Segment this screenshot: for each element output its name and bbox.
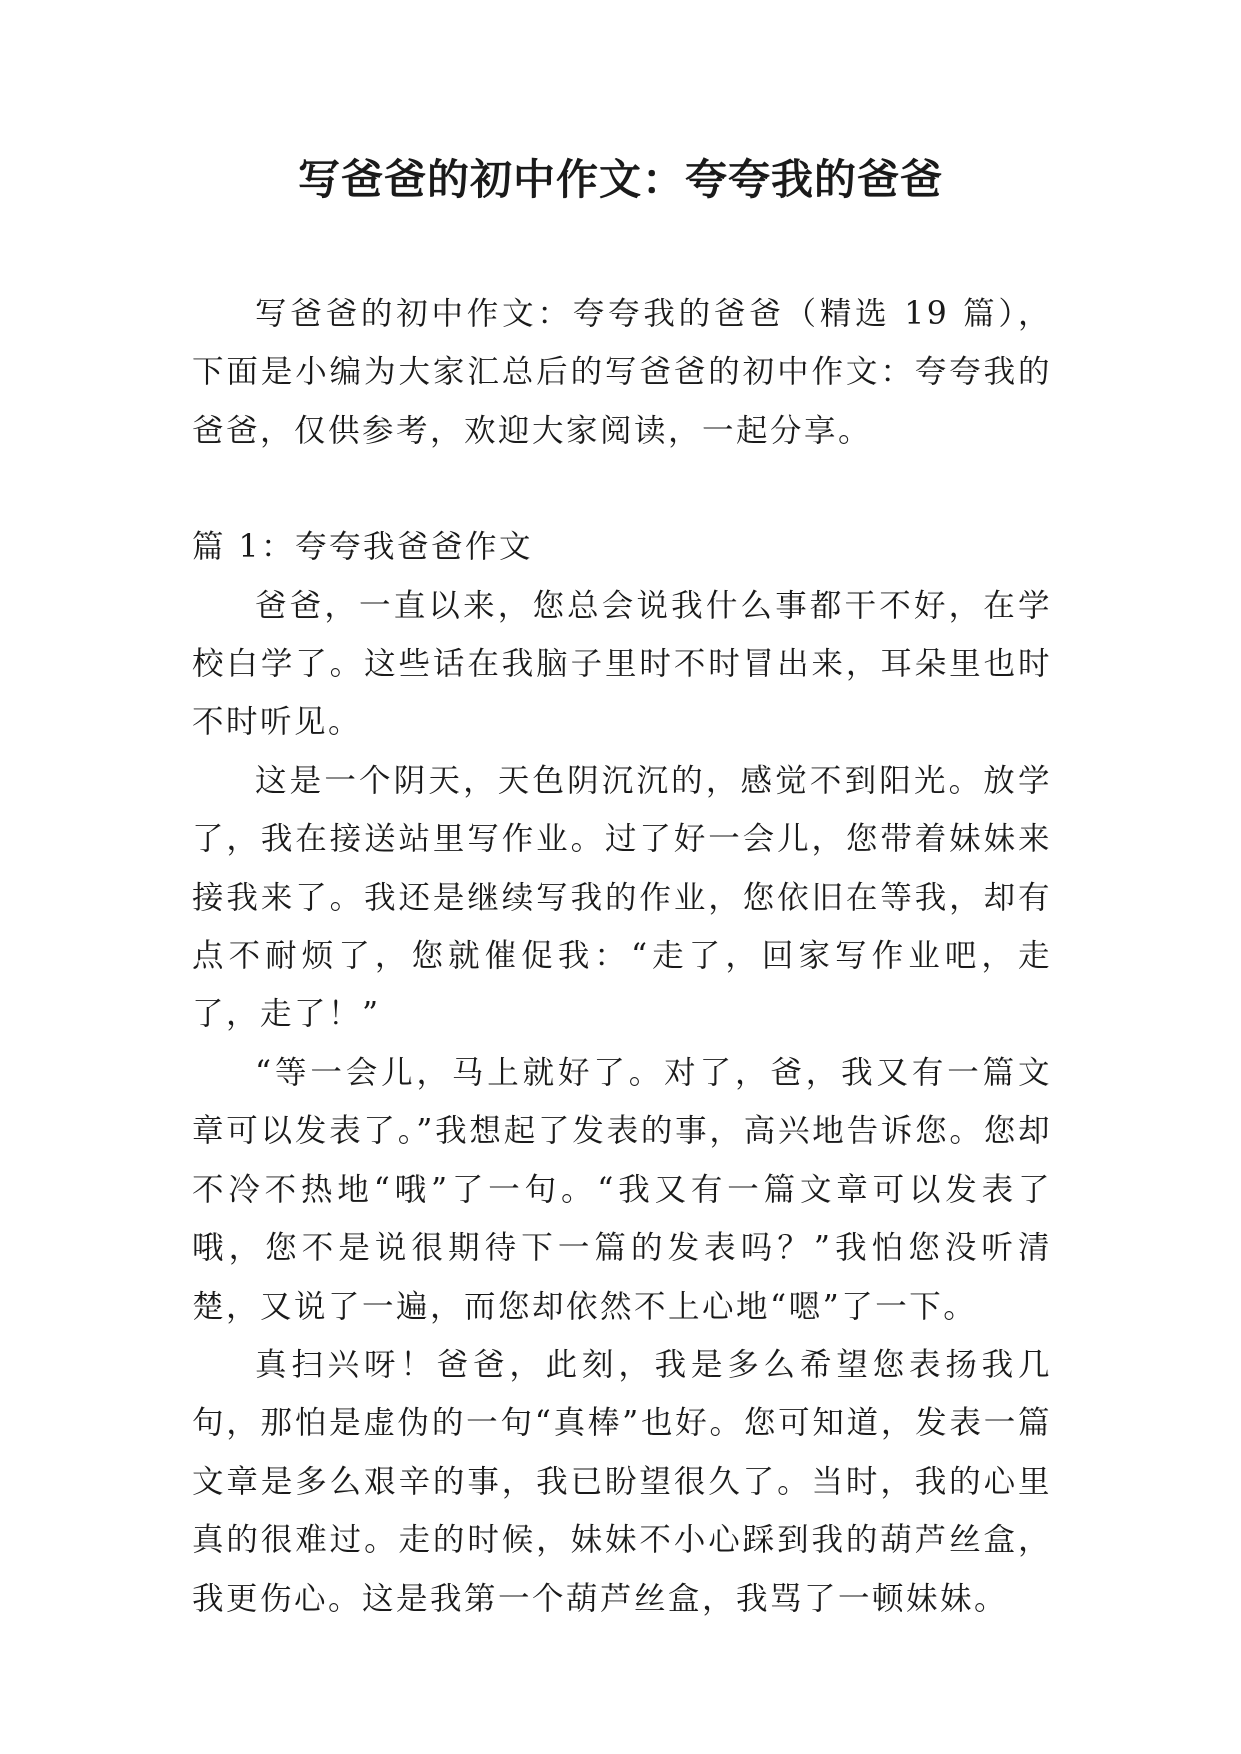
body-paragraph: 爸爸，一直以来，您总会说我什么事都干不好，在学校白学了。这些话在我脑子里时不时冒出来，耳朵里也时不时听见。 — [192, 587, 1052, 741]
intro-paragraph: 写爸爸的初中作文：夸夸我的爸爸（精选 19 篇），下面是小编为大家汇总后的写爸爸的初中作文：夸夸我的爸爸，仅供参考，欢迎大家阅读，一起分享。 — [192, 296, 1052, 449]
body-paragraph: 真扫兴呀！爸爸，此刻，我是多么希望您表扬我几句，那怕是虚伪的一句“真棒”也好。您可知道，发表一篇文章是多么艰辛的事，我已盼望很久了。当时，我的心里真的很难过。走的时候，妹妹不小心踩到我的葫芦丝盒，我更伤心。这是我第一个葫芦丝盒，我骂了一顿妹妹。 — [192, 1346, 1052, 1617]
body-paragraph: “等一会儿，马上就好了。对了，爸，我又有一篇文章可以发表了。”我想起了发表的事，高兴地告诉您。您却不冷不热地“哦”了一句。“我又有一篇文章可以发表了哦，您不是说很期待下一篇的发表吗？”我怕您没听清楚，又说了一遍，而您却依然不上心地“嗯”了一下。 — [192, 1054, 1052, 1325]
body-paragraph: 这是一个阴天，天色阴沉沉的，感觉不到阳光。放学了，我在接送站里写作业。过了好一会儿，您带着妹妹来接我来了。我还是继续写我的作业，您依旧在等我，却有点不耐烦了，您就催促我：“走了，回家写作业吧，走了，走了！” — [192, 762, 1052, 1033]
document-title: 写爸爸的初中作文：夸夸我的爸爸 — [297, 155, 943, 204]
section-heading: 篇 1：夸夸我爸爸作文 — [192, 529, 534, 566]
document-body — [192, 285, 1052, 1628]
